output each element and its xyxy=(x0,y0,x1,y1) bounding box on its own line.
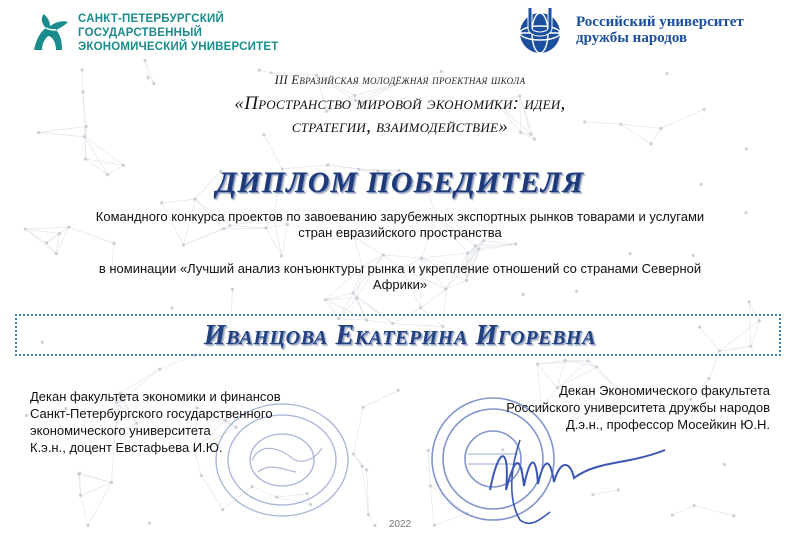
diploma-title: ДИПЛОМ ПОБЕДИТЕЛЯ xyxy=(215,166,585,199)
right-signatory-line-3: Д.э.н., профессор Мосейкин Ю.Н. xyxy=(565,417,770,432)
globe-emblem-icon xyxy=(512,6,568,56)
nomination-description xyxy=(60,261,740,293)
left-signatory-line-3: экономического университета xyxy=(30,423,211,438)
school-theme xyxy=(0,92,800,138)
logo-left-line-1: САНКТ-ПЕТЕРБУРГСКИЙ xyxy=(78,13,224,25)
right-signatory-line-1: Декан Экономического факультета xyxy=(559,383,770,398)
logo-right-line-1: Российский университет xyxy=(576,14,744,30)
logo-right-line-2: дружбы народов xyxy=(576,30,688,46)
nomination-line-2: Африки» xyxy=(372,277,428,292)
left-signatory-line-2: Санкт-Петербургского государственного xyxy=(30,406,273,421)
right-signatory xyxy=(440,382,770,433)
contest-description xyxy=(60,209,740,241)
awardee-name: Иванцова Екатерина Игоревна xyxy=(203,320,597,351)
left-signatory xyxy=(30,388,350,456)
contest-line-1: Командного конкурса проектов по завоеванию зарубежных экспортных рынков товарами и услугами xyxy=(95,209,705,224)
theme-line-1: «Пространство мировой экономики: идеи, xyxy=(234,93,566,114)
left-signatory-line-4: К.э.н., доцент Евстафьева И.Ю. xyxy=(30,440,223,455)
right-signature-icon xyxy=(480,420,680,530)
rudn-logo xyxy=(512,6,782,56)
logo-left-line-3: ЭКОНОМИЧЕСКИЙ УНИВЕРСИТЕТ xyxy=(78,41,279,53)
theme-line-2: стратегии, взаимодействие» xyxy=(291,116,509,137)
spbgeu-logo xyxy=(26,10,296,56)
contest-line-2: стран евразийского пространства xyxy=(298,225,502,240)
nomination-line-1: в номинации «Лучший анализ конъюнктуры рынка и укрепление отношений со странами Северной xyxy=(98,261,702,276)
logo-left-line-2: ГОСУДАРСТВЕННЫЙ xyxy=(78,27,203,39)
school-title: III Евразийская молодёжная проектная школа xyxy=(274,73,526,87)
left-signatory-line-1: Декан факультета экономики и финансов xyxy=(30,389,281,404)
issue-year: 2022 xyxy=(388,519,412,530)
griffin-emblem-icon xyxy=(26,10,72,56)
right-signatory-line-2: Российского университета дружбы народов xyxy=(506,400,770,415)
